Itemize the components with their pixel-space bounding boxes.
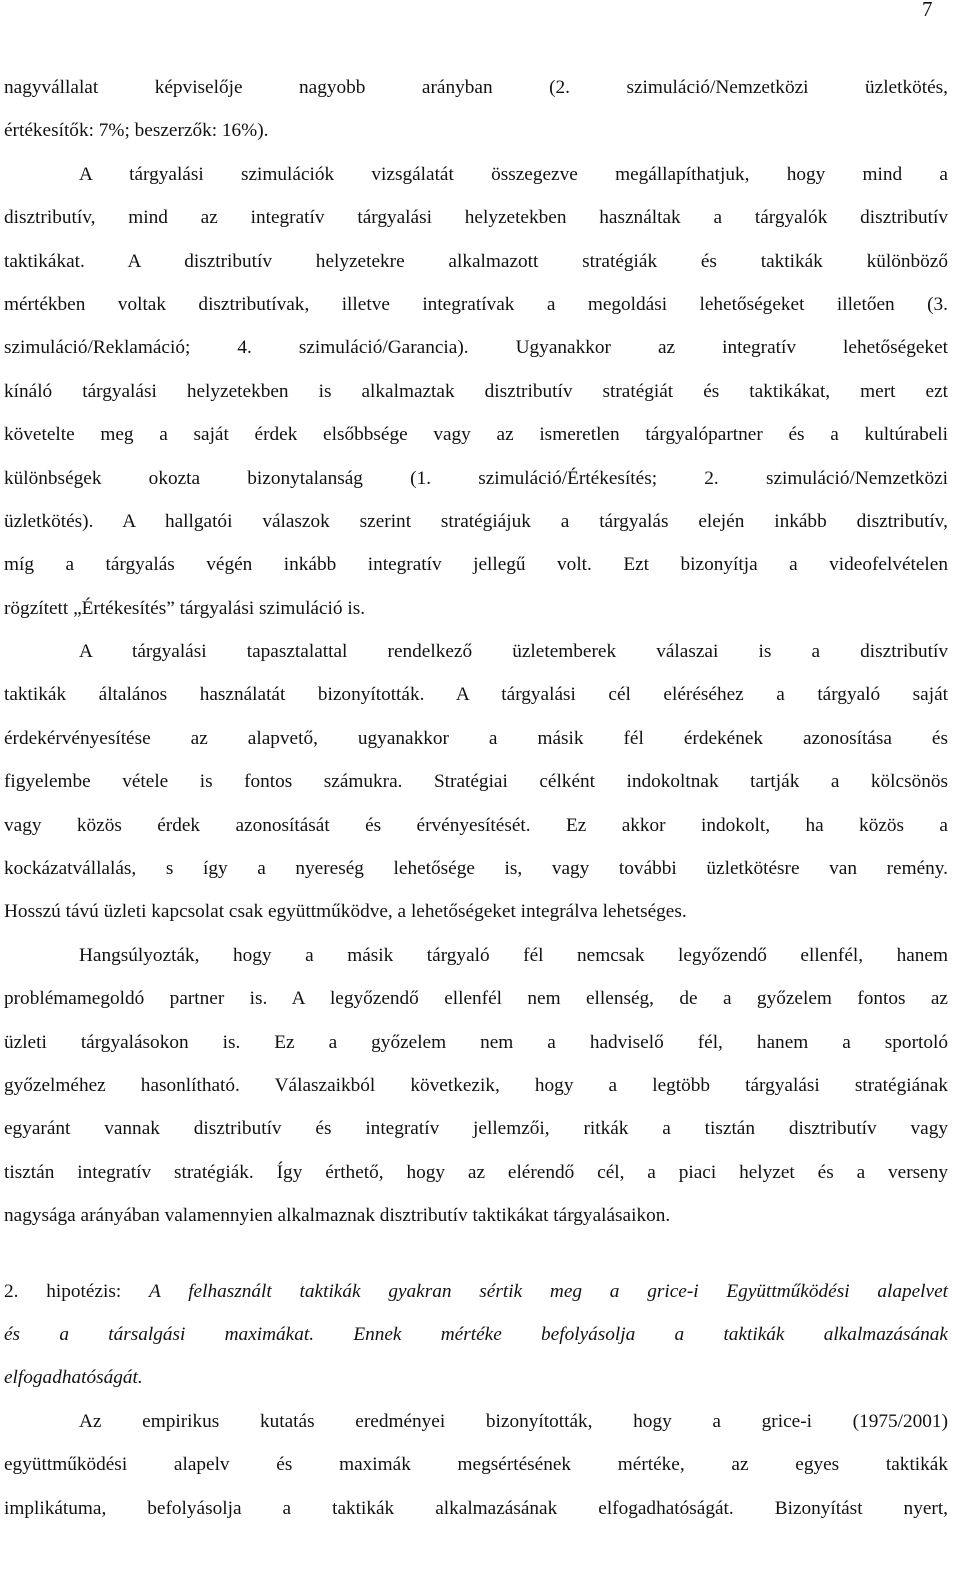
text-line: különbségek okozta bizonytalanság (1. szimuláció/Értékesítés; 2. szimuláció/Nemzetközi	[4, 467, 948, 489]
paragraph	[4, 1400, 948, 1530]
document-body	[4, 66, 948, 1530]
paragraph	[4, 934, 948, 1238]
paragraph	[4, 66, 948, 153]
text-line: kínáló tárgyalási helyzetekben is alkalmaztak disztributív stratégiát és taktikákat, mert ezt	[4, 380, 948, 402]
paragraph	[4, 153, 948, 630]
page-number: 7	[922, 0, 933, 21]
text-line: A tárgyalási szimulációk vizsgálatát összegezve megállapíthatjuk, hogy mind a	[79, 163, 948, 185]
text-line	[4, 1356, 948, 1399]
text-line: üzleti tárgyalásokon is. Ez a győzelem nem a hadviselő fél, hanem a sportoló	[4, 1031, 948, 1053]
text-line	[4, 1313, 948, 1356]
hypothesis-text: elfogadhatóságát.	[4, 1367, 143, 1389]
text-line: értékesítők: 7%; beszerzők: 16%).	[4, 120, 269, 142]
text-line: nagysága arányában valamennyien alkalmaznak disztributív taktikákat tárgyalásaikon.	[4, 1205, 671, 1227]
text-line: rögzített „Értékesítés” tárgyalási szimuláció is.	[4, 597, 366, 619]
text-line: követelte meg a saját érdek elsőbbsége vagy az ismeretlen tárgyalópartner és a kultúrabeli	[4, 424, 948, 446]
text-line: Hosszú távú üzleti kapcsolat csak együttműködve, a lehetőségeket integrálva lehetséges.	[4, 901, 687, 923]
text-line: Az empirikus kutatás eredményei bizonyították, hogy a grice-i (1975/2001)	[79, 1410, 948, 1432]
text-line: kockázatvállalás, s így a nyereség lehetősége is, vagy további üzletkötésre van remény.	[4, 858, 948, 880]
text-line: vagy közös érdek azonosítását és érvényesítését. Ez akkor indokolt, ha közös a	[4, 814, 948, 836]
text-line: tisztán integratív stratégiák. Így érthető, hogy az elérendő cél, a piaci helyzet és a verseny	[4, 1161, 948, 1183]
text-line: érdekérvényesítése az alapvető, ugyanakkor a másik fél érdekének azonosítása és	[4, 727, 948, 749]
hypothesis	[4, 1270, 948, 1400]
text-line: taktikákat. A disztributív helyzetekre alkalmazott stratégiák és taktikák különböző	[4, 250, 948, 272]
text-line: üzletkötés). A hallgatói válaszok szerint stratégiájuk a tárgyalás elején inkább disztributív,	[4, 510, 948, 532]
text-line: mértékben voltak disztributívak, illetve integratívak a megoldási lehetőségeket illetően (3.	[4, 293, 948, 315]
paragraph-spacer	[4, 1238, 948, 1270]
text-line: taktikák általános használatát bizonyították. A tárgyalási cél eléréséhez a tárgyaló saját	[4, 684, 948, 706]
text-line	[4, 1270, 948, 1313]
text-line: figyelembe vétele is fontos számukra. Stratégiai célként indokoltnak tartják a kölcsönös	[4, 771, 948, 793]
text-line: míg a tárgyalás végén inkább integratív jellegű volt. Ezt bizonyítja a videofelvételen	[4, 554, 948, 576]
text-line: A tárgyalási tapasztalattal rendelkező üzletemberek válaszai is a disztributív	[79, 641, 948, 663]
hypothesis-text: és a társalgási maximákat. Ennek mértéke befolyásolja a taktikák alkalmazásának	[4, 1323, 948, 1345]
text-line: implikátuma, befolyásolja a taktikák alkalmazásának elfogadhatóságát. Bizonyítást nyert,	[4, 1497, 948, 1519]
text-line: egyaránt vannak disztributív és integratív jellemzői, ritkák a tisztán disztributív vagy	[4, 1118, 948, 1140]
text-line: nagyvállalat képviselője nagyobb arányban (2. szimuláció/Nemzetközi üzletkötés,	[4, 77, 948, 98]
text-line: Hangsúlyozták, hogy a másik tárgyaló fél nemcsak legyőzendő ellenfél, hanem	[79, 944, 948, 966]
hypothesis-text: A felhasznált taktikák gyakran sértik meg a grice-i Együttműködési alapelvet	[149, 1280, 948, 1302]
text-line: szimuláció/Reklamáció; 4. szimuláció/Garancia). Ugyanakkor az integratív lehetőségeket	[4, 337, 948, 359]
paragraph	[4, 630, 948, 934]
text-line: disztributív, mind az integratív tárgyalási helyzetekben használtak a tárgyalók disztributív	[4, 207, 948, 229]
text-line: problémamegoldó partner is. A legyőzendő ellenfél nem ellenség, de a győzelem fontos az	[4, 988, 948, 1010]
hypothesis-label: 2. hipotézis:	[4, 1280, 122, 1302]
text-line: együttműködési alapelv és maximák megsértésének mértéke, az egyes taktikák	[4, 1454, 948, 1476]
text-line: győzelméhez hasonlítható. Válaszaikból következik, hogy a legtöbb tárgyalási stratégiának	[4, 1074, 948, 1096]
